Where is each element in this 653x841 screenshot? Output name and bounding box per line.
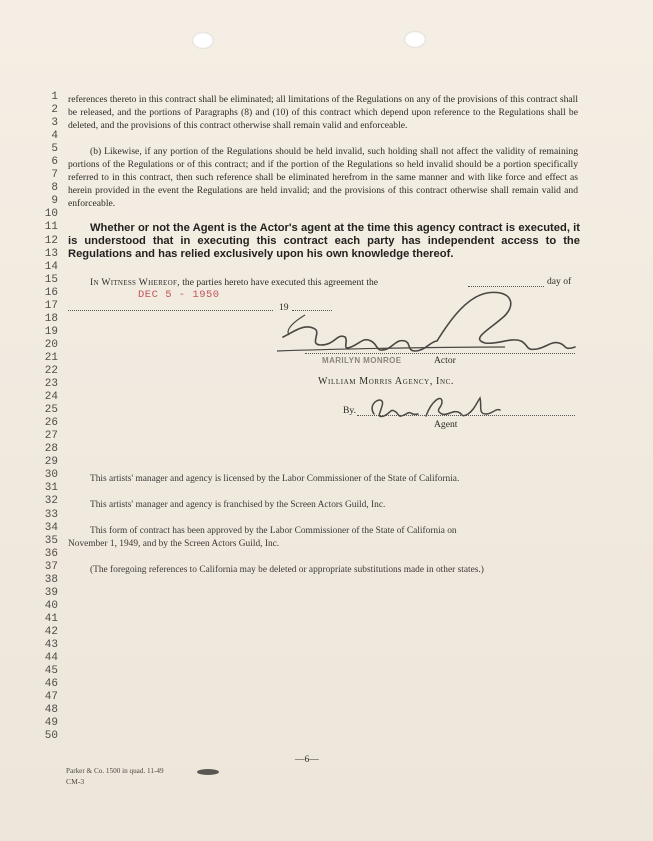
form-code: CM-3 bbox=[66, 777, 85, 786]
line-number: 31 bbox=[44, 482, 58, 495]
line-number: 42 bbox=[44, 625, 58, 638]
year-prefix: 19 bbox=[279, 302, 289, 313]
line-number: 29 bbox=[44, 456, 58, 469]
line-number: 5 bbox=[51, 143, 58, 156]
agent-status-clause: Whether or not the Agent is the Actor's agent at the time this agency contract is executed, it is understood that in executing this contract each party has independent access to the Regulations and has relied exclusively upon his own knowledge thereof. bbox=[68, 222, 580, 260]
line-number: 48 bbox=[44, 704, 58, 717]
line-number: 1 bbox=[51, 91, 58, 103]
line-number: 16 bbox=[44, 286, 58, 299]
witness-lead: In Witness Whereof, bbox=[90, 277, 180, 288]
page-number: —6— bbox=[295, 755, 319, 765]
witness-text: the parties hereto have executed this agreement the bbox=[179, 277, 379, 288]
line-number: 23 bbox=[44, 378, 58, 391]
line-number: 45 bbox=[44, 665, 58, 678]
notice-substitution: (The foregoing references to California may be deleted or appropriate substitutions made in other states.) bbox=[90, 565, 484, 575]
line-number: 34 bbox=[44, 521, 58, 534]
line-number: 36 bbox=[44, 547, 58, 560]
paragraph-a: references thereto in this contract shall be eliminated; all limitations of the Regulations on any of the provisions of this contract shall be released, and the portions of Paragraphs (8) and (10) of this contract which depend upon reference to the Regulations shall be deleted, and the provisions of this contract otherwise shall remain valid and enforceable. bbox=[68, 94, 578, 131]
printer-line: Parker & Co. 1500 in quad. 11-49 bbox=[66, 767, 164, 775]
agent-label: Agent bbox=[434, 419, 458, 430]
line-number: 28 bbox=[44, 443, 58, 456]
date-blank bbox=[68, 310, 273, 311]
notice-approved: This form of contract has been approved by the Labor Commissioner of the State of California on bbox=[90, 526, 457, 536]
line-number: 24 bbox=[44, 391, 58, 404]
day-of-label: day of bbox=[547, 276, 572, 287]
line-number: 19 bbox=[44, 325, 58, 338]
line-number: 11 bbox=[44, 221, 58, 234]
notice-approved-cont: November 1, 1949, and by the Screen Actors Guild, Inc. bbox=[68, 539, 280, 549]
line-number: 14 bbox=[44, 260, 58, 273]
line-number: 18 bbox=[44, 312, 58, 325]
line-number: 25 bbox=[44, 404, 58, 417]
line-number: 12 bbox=[44, 234, 58, 247]
line-number: 10 bbox=[44, 208, 58, 221]
line-number: 3 bbox=[51, 117, 58, 130]
actor-label: Actor bbox=[434, 355, 456, 366]
line-number: 35 bbox=[44, 534, 58, 547]
line-number: 4 bbox=[51, 130, 58, 143]
line-number: 6 bbox=[51, 156, 58, 169]
line-number: 21 bbox=[44, 351, 58, 364]
line-number: 40 bbox=[44, 599, 58, 612]
line-number: 2 bbox=[51, 104, 58, 117]
line-number: 8 bbox=[51, 182, 58, 195]
by-label: By. bbox=[343, 405, 356, 416]
date-stamp: DEC 5 - 1950 bbox=[138, 289, 220, 301]
line-number: 17 bbox=[44, 299, 58, 312]
line-number-column bbox=[36, 91, 58, 743]
line-number: 46 bbox=[44, 678, 58, 691]
company-name: William Morris Agency, Inc. bbox=[318, 376, 454, 387]
line-number: 15 bbox=[44, 273, 58, 286]
actor-name-stamp: MARILYN MONROE bbox=[322, 356, 402, 365]
line-number: 49 bbox=[44, 717, 58, 730]
line-number: 9 bbox=[51, 195, 58, 208]
line-number: 44 bbox=[44, 652, 58, 665]
notice-licensed: This artists' manager and agency is licensed by the Labor Commissioner of the State of California. bbox=[90, 474, 460, 484]
line-number: 39 bbox=[44, 586, 58, 599]
line-number: 7 bbox=[51, 169, 58, 182]
line-number: 13 bbox=[44, 247, 58, 260]
line-number: 30 bbox=[44, 469, 58, 482]
line-number: 37 bbox=[44, 560, 58, 573]
line-number: 41 bbox=[44, 612, 58, 625]
line-number: 38 bbox=[44, 573, 58, 586]
line-number: 27 bbox=[44, 430, 58, 443]
line-number: 43 bbox=[44, 638, 58, 651]
punch-hole-right bbox=[404, 31, 426, 48]
notice-franchised: This artists' manager and agency is franchised by the Screen Actors Guild, Inc. bbox=[90, 500, 386, 510]
paragraph-b: (b) Likewise, if any portion of the Regulations should be held invalid, such holding shall not affect the validity of remaining portions of the Regulations or of this contract; and if the portion of the Regulations so held invalid should be a portion specifically referred to in this contract, then such reference shall be eliminated herefrom in the same manner and with like force and effect as herein provided in the event the Regulations are held invalid; and the provisions of this contract otherwise shall remain valid and enforceable. bbox=[68, 146, 578, 209]
line-number: 22 bbox=[44, 364, 58, 377]
union-label-icon bbox=[196, 768, 220, 776]
line-number: 47 bbox=[44, 691, 58, 704]
actor-signature-line bbox=[305, 353, 575, 354]
line-number: 26 bbox=[44, 417, 58, 430]
punch-hole-left bbox=[192, 32, 214, 49]
line-number: 50 bbox=[44, 730, 58, 743]
line-number: 20 bbox=[44, 338, 58, 351]
line-number: 33 bbox=[44, 508, 58, 521]
line-number: 32 bbox=[44, 495, 58, 508]
